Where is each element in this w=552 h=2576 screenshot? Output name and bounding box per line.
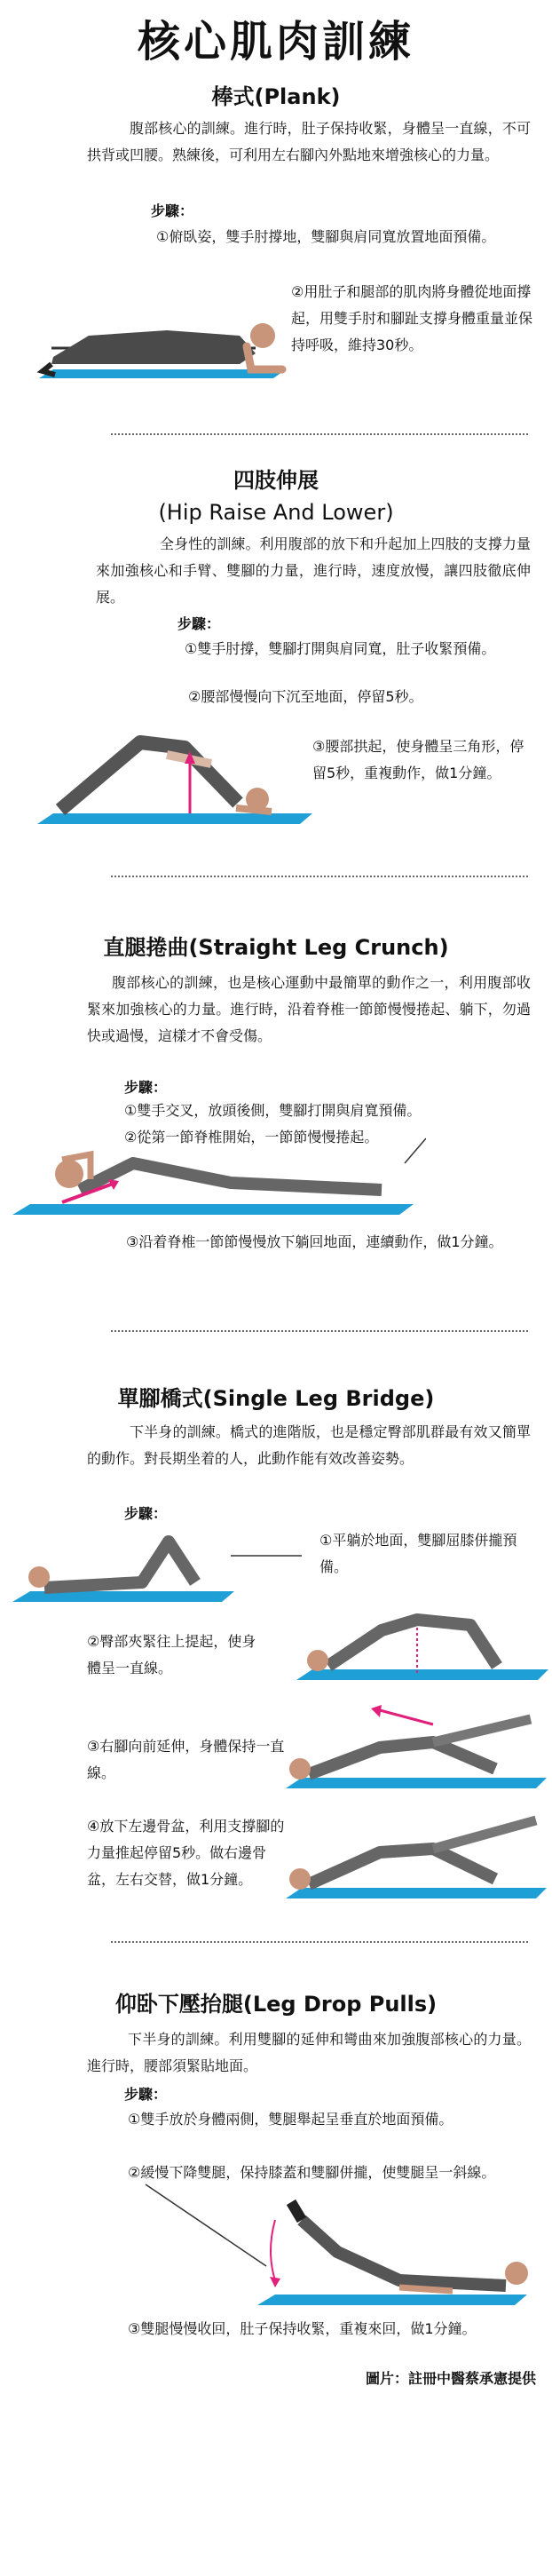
section-title-hip-raise: 四肢伸展 [233, 468, 319, 493]
step-leg-drop-pulls-2: ②緩慢下降雙腿，保持膝蓋和雙腳併攏，使雙腿呈一斜線。 [128, 2164, 496, 2181]
plank-illustration [34, 282, 291, 389]
step-hip-raise-3: ③腰部拱起，使身體呈三角形，停留5秒，重複動作，做1分鐘。 [312, 738, 524, 781]
leg-drop-pulls-illustration [133, 2181, 541, 2314]
section-intro-hip-raise: 全身性的訓練。利用腹部的放下和升起加上四肢的支撐力量來加強核心和手臂、雙腳的力量，進行時，速度放慢，讓四肢徹底伸展。 [96, 535, 531, 606]
single-leg-bridge-illustration-4 [282, 1808, 548, 1906]
step-leg-crunch-1: ①雙手交叉，放頭後側，雙腳打開與肩寬預備。 [124, 1102, 422, 1119]
steps-label-hip-raise: 步驟： [177, 615, 221, 632]
image-credit: 圖片：註冊中醫蔡承憲提供 [365, 2370, 536, 2387]
section-divider [111, 876, 528, 877]
step-plank-1: ①俯臥姿，雙手肘撐地，雙腳與肩同寬放置地面預備。 [156, 228, 496, 245]
section-intro-leg-drop-pulls: 下半身的訓練。利用雙腳的延伸和彎曲來加強腹部核心的力量。進行時，腰部須緊貼地面。 [87, 2031, 531, 2074]
step-leg-crunch-2: ②從第一節脊椎開始，一節節慢慢捲起。 [124, 1129, 379, 1145]
section-title-leg-crunch: 直腿捲曲(Straight Leg Crunch) [103, 935, 449, 960]
section-intro-single-leg-bridge: 下半身的訓練。橋式的進階版，也是穩定臀部肌群最有效又簡單的動作。對長期坐着的人，此動作能有效改善姿勢。 [87, 1423, 531, 1467]
page-title: 核心肌肉訓練 [137, 17, 414, 67]
steps-label-leg-drop-pulls: 步驟： [124, 2086, 168, 2103]
single-leg-bridge-illustration-2 [293, 1598, 550, 1687]
leg-crunch-illustration [9, 1128, 426, 1225]
section-intro-plank: 腹部核心的訓練。進行時，肚子保持收緊，身體呈一直線，不可拱背或凹腰。熟練後，可利用左右腳內外點地來增強核心的力量。 [87, 120, 531, 163]
section-title-plank: 棒式(Plank) [211, 84, 341, 109]
step-single-leg-bridge-1: ①平躺於地面，雙腳屈膝併攏預備。 [319, 1532, 517, 1575]
step-hip-raise-1: ①雙手肘撐，雙腳打開與肩同寬，肚子收緊預備。 [185, 640, 496, 657]
steps-label-leg-crunch: 步驟： [124, 1079, 168, 1096]
section-subtitle-hip-raise: (Hip Raise And Lower) [158, 500, 394, 525]
steps-label-single-leg-bridge: 步驟： [124, 1505, 168, 1522]
steps-label-plank: 步驟： [151, 202, 194, 219]
step-single-leg-bridge-2: ②臀部夾緊往上提起，使身體呈一直線。 [87, 1633, 256, 1676]
section-title-leg-drop-pulls: 仰卧下壓抬腿(Leg Drop Pulls) [114, 1992, 438, 2017]
section-divider [111, 1941, 528, 1943]
step-plank-2: ②用肚子和腿部的肌肉將身體從地面撐起，用雙手肘和腳趾支撐身體重量並保持呼吸，維持30秒。 [291, 283, 533, 353]
single-leg-bridge-illustration-1 [9, 1520, 302, 1609]
step-leg-drop-pulls-3: ③雙腿慢慢收回，肚子保持收緊，重複來回，做1分鐘。 [128, 2320, 477, 2337]
step-single-leg-bridge-3: ③右腳向前延伸，身體保持一直線。 [87, 1738, 285, 1781]
section-intro-leg-crunch: 腹部核心的訓練，也是核心運動中最簡單的動作之一，利用腹部收緊來加強核心的力量。進行時，沿着脊椎一節節慢慢捲起、躺下，勿過快或過慢，這樣才不會受傷。 [87, 974, 531, 1044]
section-title-single-leg-bridge: 單腳橋式(Single Leg Bridge) [117, 1386, 435, 1411]
hip-raise-illustration [34, 728, 314, 835]
step-single-leg-bridge-4: ④放下左邊骨盆，利用支撐腳的力量推起停留5秒。做右邊骨盆，左右交替，做1分鐘。 [87, 1818, 285, 1888]
section-divider [111, 1330, 528, 1332]
section-divider [111, 433, 528, 435]
step-leg-crunch-3: ③沿着脊椎一節節慢慢放下躺回地面，連續動作，做1分鐘。 [126, 1233, 503, 1250]
step-leg-drop-pulls-1: ①雙手放於身體兩側，雙腿舉起呈垂直於地面預備。 [128, 2111, 453, 2128]
step-hip-raise-2: ②腰部慢慢向下沉至地面，停留5秒。 [188, 688, 423, 705]
single-leg-bridge-illustration-3 [282, 1698, 548, 1795]
